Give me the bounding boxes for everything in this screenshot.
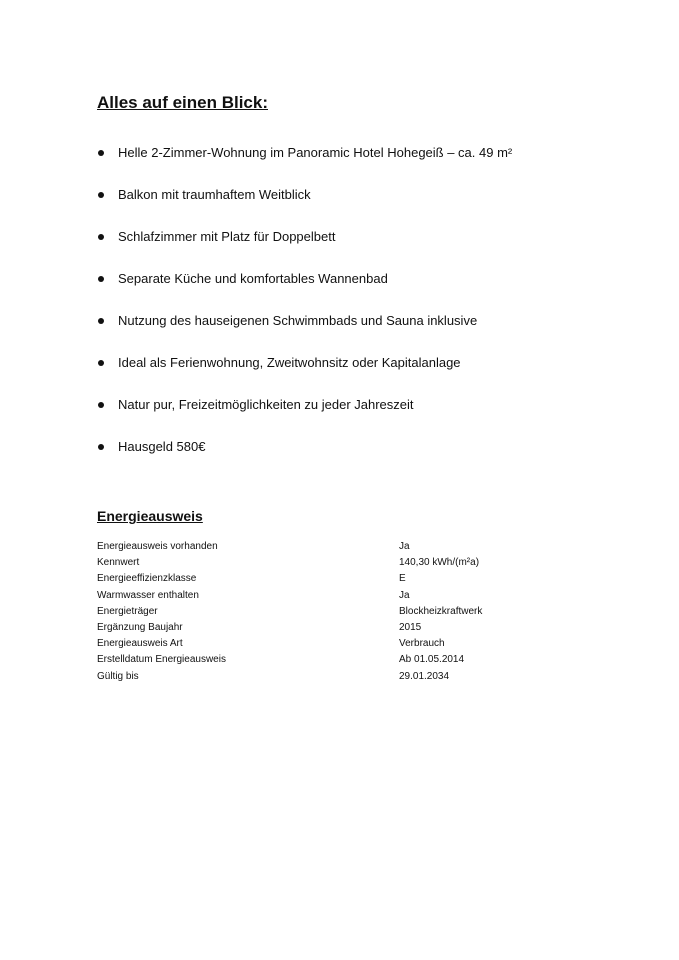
list-item-text: Ideal als Ferienwohnung, Zweitwohnsitz oder Kapitalanlage [118, 355, 461, 370]
bullet-icon [98, 444, 104, 450]
list-item-text: Schlafzimmer mit Platz für Doppelbett [118, 229, 336, 244]
table-row [97, 636, 482, 652]
list-item-text: Balkon mit traumhaftem Weitblick [118, 187, 311, 202]
bullet-icon [98, 192, 104, 198]
energy-value: E [399, 573, 406, 585]
energy-label: Kennwert [97, 557, 140, 569]
bullet-icon [98, 318, 104, 324]
bullet-icon [98, 360, 104, 366]
list-item [97, 395, 617, 437]
energy-value: 29.01.2034 [399, 670, 450, 682]
energy-label: Erstelldatum Energieausweis [97, 654, 226, 666]
table-row [97, 620, 482, 636]
energy-label: Warmwasser enthalten [97, 589, 199, 601]
summary-heading: Alles auf einen Blick: [97, 93, 268, 112]
table-row [97, 571, 482, 587]
table-row [97, 539, 482, 555]
bullet-icon [98, 402, 104, 408]
bullet-icon [98, 234, 104, 240]
energy-value: Blockheizkraftwerk [399, 605, 483, 617]
list-item [97, 143, 617, 185]
energy-value: Verbrauch [399, 638, 445, 650]
table-row [97, 555, 482, 571]
list-item [97, 269, 617, 311]
energy-label: Gültig bis [97, 670, 139, 682]
list-item-text: Separate Küche und komfortables Wannenbad [118, 271, 388, 286]
energy-value: Ja [399, 541, 410, 552]
energy-value: Ab 01.05.2014 [399, 654, 465, 666]
bullet-icon [98, 150, 104, 156]
list-item [97, 227, 617, 269]
list-item [97, 311, 617, 353]
table-row [97, 604, 482, 620]
summary-list [97, 143, 617, 479]
energy-table [97, 539, 482, 685]
bullet-icon [98, 276, 104, 282]
table-row [97, 652, 482, 668]
list-item [97, 353, 617, 395]
energy-label: Energieausweis vorhanden [97, 541, 218, 552]
list-item-text: Helle 2-Zimmer-Wohnung im Panoramic Hotel Hohegeiß – ca. 49 m² [118, 145, 513, 160]
list-item [97, 437, 617, 479]
energy-value: 2015 [399, 622, 422, 634]
list-item-text: Hausgeld 580€ [118, 439, 206, 454]
list-item [97, 185, 617, 227]
energy-label: Energieeffizienzklasse [97, 573, 197, 585]
table-row [97, 669, 482, 685]
energy-value: Ja [399, 589, 410, 601]
energy-label: Ergänzung Baujahr [97, 622, 183, 634]
energy-heading: Energieausweis [97, 508, 203, 524]
energy-label: Energieträger [97, 605, 158, 617]
energy-label: Energieausweis Art [97, 638, 183, 650]
list-item-text: Nutzung des hauseigenen Schwimmbads und Sauna inklusive [118, 313, 478, 328]
list-item-text: Natur pur, Freizeitmöglichkeiten zu jeder Jahreszeit [118, 397, 414, 412]
table-row [97, 588, 482, 604]
energy-value: 140,30 kWh/(m²a) [399, 557, 480, 569]
